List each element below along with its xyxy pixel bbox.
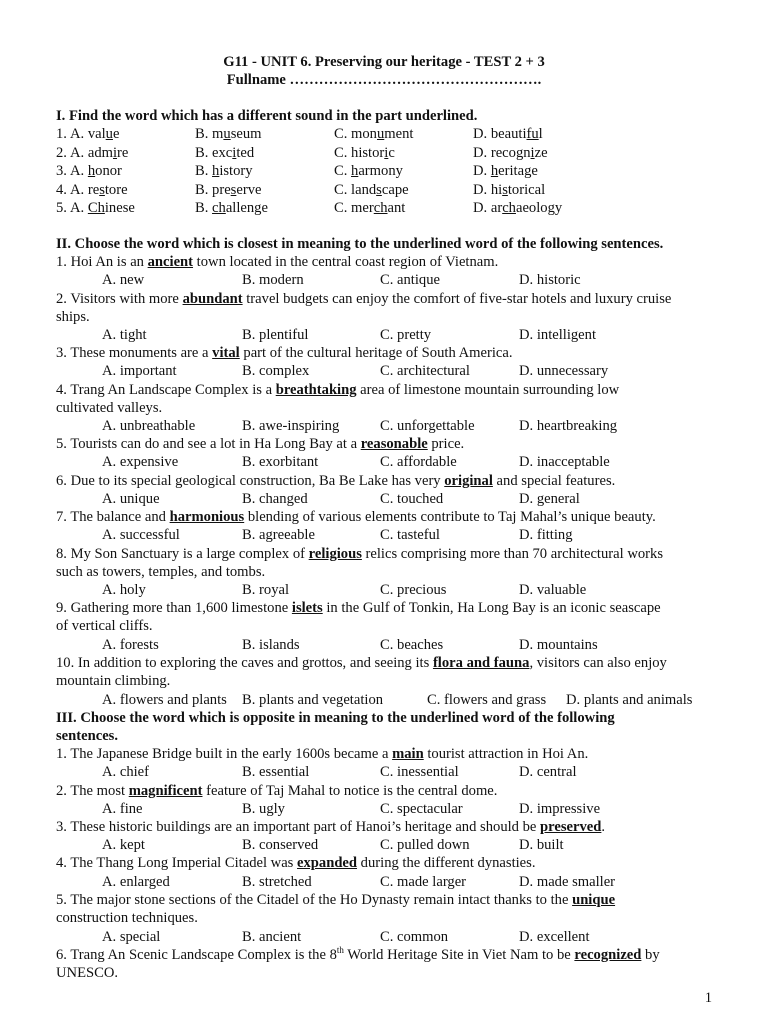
option-b [195, 181, 261, 199]
option-d [473, 162, 538, 180]
question-text: 8. My Son Sanctuary is a large complex of [56, 546, 309, 562]
option-c: C. affordable [380, 454, 457, 470]
key-word: reasonable [360, 436, 428, 452]
option-c: C. architectural [380, 363, 470, 379]
option-d: D. fitting [519, 527, 573, 543]
s2-q9-continued: of vertical cliffs. [56, 618, 153, 634]
page-title: G11 - UNIT 6. Preserving our heritage - TEST 2 + 3 [223, 54, 545, 70]
s2-q4-question [56, 381, 619, 399]
option-c: C. flowers and grass [427, 692, 547, 708]
key-word: unique [572, 892, 616, 908]
s2-q3-question [56, 344, 512, 362]
underlined-part: fu [526, 126, 539, 142]
option-d: D. inacceptable [519, 454, 610, 470]
question-text: 9. Gathering more than 1,600 limestone [56, 600, 292, 616]
s2-q10-question [56, 654, 667, 672]
section3-heading-continued: sentences. [56, 728, 119, 744]
option-c: C. touched [380, 491, 444, 507]
option-a [70, 199, 135, 217]
option-b: B. royal [242, 582, 290, 598]
key-word: islets [291, 600, 323, 616]
option-text: B. exc [195, 144, 233, 161]
option-d: D. historic [519, 272, 581, 288]
option-text: D. ar [473, 200, 503, 216]
option-text: tore [104, 181, 128, 198]
option-d: D. excellent [519, 929, 590, 945]
option-c [334, 199, 405, 217]
option-c: C. pretty [380, 327, 432, 343]
option-d [473, 181, 545, 199]
underlined-part: s [376, 181, 382, 198]
underlined-part: i [530, 144, 535, 161]
option-b: B. stretched [242, 874, 312, 890]
key-word: flora and fauna [432, 655, 530, 671]
option-c [334, 125, 413, 143]
option-text: B. [195, 200, 213, 216]
section2-heading: II. Choose the word which is closest in meaning to the underlined word of the following sentences. [56, 236, 664, 252]
underlined-part: Ch [87, 200, 105, 216]
option-a: A. enlarged [102, 874, 170, 890]
question-text: relics comprising more than 70 architectural works [361, 546, 663, 562]
key-word: ancient [147, 254, 194, 270]
option-a: A. expensive [102, 454, 179, 470]
underlined-part: i [232, 144, 237, 161]
s3-q6-continued: UNESCO. [56, 965, 119, 981]
option-text: A. val [70, 126, 106, 142]
row-number: 2. [56, 144, 67, 161]
option-text: C. mer [334, 200, 374, 216]
underlined-part: ch [373, 200, 388, 216]
key-word: expanded [297, 855, 358, 871]
option-text: C. mon [334, 126, 377, 142]
option-text: A. [70, 163, 88, 179]
option-text: ant [387, 200, 406, 216]
row-number: 4. [56, 181, 67, 198]
option-a: A. chief [102, 764, 150, 780]
option-text: l [538, 126, 543, 142]
option-c: C. precious [380, 582, 447, 598]
option-c: C. made larger [380, 874, 467, 890]
question-text: tourist attraction in Hoi An. [423, 746, 589, 762]
option-c: C. beaches [380, 637, 444, 653]
underlined-part: h [212, 163, 220, 179]
option-b [195, 125, 262, 143]
key-word: abundant [182, 291, 243, 307]
option-d [473, 125, 543, 143]
option-text: seum [230, 126, 262, 142]
option-b: B. changed [242, 491, 308, 507]
option-a [70, 125, 119, 143]
option-d: D. plants and animals [566, 692, 693, 708]
question-text: 10. In addition to exploring the caves and grottos, and seeing its [56, 655, 433, 671]
question-text: and special features. [492, 473, 616, 489]
question-text: area of limestone mountain surrounding low [356, 382, 620, 398]
key-word: magnificent [128, 783, 203, 799]
section1-heading: I. Find the word which has a different sound in the part underlined. [56, 108, 478, 124]
option-a: A. fine [102, 801, 143, 817]
option-text: B. [195, 163, 213, 179]
underlined-part: i [384, 144, 389, 161]
question-text: 6. Trang An Scenic Landscape Complex is the 8 [56, 947, 337, 963]
underlined-part: h [351, 163, 359, 179]
s2-q8-continued: such as towers, temples, and tombs. [56, 564, 266, 580]
question-text: blending of various elements contribute to Taj Mahal’s unique beauty. [244, 509, 656, 525]
row-number: 5. [56, 200, 67, 216]
option-text: ze [534, 144, 548, 161]
option-c: C. inessential [380, 764, 459, 780]
option-d: D. impressive [519, 801, 601, 817]
option-d: D. valuable [519, 582, 587, 598]
s3-q6-question [56, 946, 660, 964]
option-a [70, 144, 128, 162]
option-a: A. important [102, 363, 177, 379]
question-text: . [601, 819, 606, 835]
option-b: B. conserved [242, 837, 319, 853]
underlined-part: h [490, 163, 499, 179]
option-text: onor [95, 163, 122, 179]
option-b: B. plentiful [242, 327, 309, 343]
s2-q1-question [56, 253, 498, 271]
key-word: recognized [574, 947, 642, 963]
option-d [473, 144, 548, 162]
question-text: 6. Due to its special geological construction, Ba Be Lake has very [56, 473, 445, 489]
option-text: ment [384, 126, 414, 142]
option-text: allenge [225, 200, 268, 216]
option-b [195, 199, 268, 217]
question-text: 4. The Thang Long Imperial Citadel was [56, 855, 298, 871]
s3-q5-continued: construction techniques. [56, 910, 198, 926]
key-word: preserved [540, 819, 602, 835]
question-text: 3. These historic buildings are an important part of Hanoi’s heritage and should be [56, 819, 541, 835]
option-text: ted [236, 144, 255, 161]
option-a [70, 162, 122, 180]
option-text: aeology [515, 200, 563, 216]
option-d: D. heartbreaking [519, 418, 618, 434]
key-word: religious [308, 546, 362, 562]
option-text: A. re [70, 181, 100, 198]
question-text: 7. The balance and [56, 509, 170, 525]
option-d: D. general [519, 491, 580, 507]
option-b: B. ugly [242, 801, 285, 817]
question-text: part of the cultural heritage of South America. [239, 345, 513, 361]
key-word: breathtaking [275, 382, 357, 398]
question-text: by [641, 947, 660, 963]
option-d: D. mountains [519, 637, 598, 653]
option-text: c [388, 144, 395, 161]
option-b [195, 144, 254, 162]
option-text: istory [219, 163, 253, 179]
s3-q3-question [56, 818, 605, 836]
option-text: A. [70, 200, 88, 216]
option-b: B. islands [242, 637, 300, 653]
key-word: original [444, 473, 493, 489]
underlined-part: s [230, 181, 237, 198]
option-a: A. kept [102, 837, 145, 853]
key-word: main [392, 746, 424, 762]
question-text: feature of Taj Mahal to notice is the central dome. [202, 783, 498, 799]
s2-q2-continued: ships. [56, 309, 90, 325]
option-d: D. unnecessary [519, 363, 609, 379]
option-a: A. special [102, 929, 161, 945]
option-d: D. made smaller [519, 874, 616, 890]
question-text: town located in the central coast region of Vietnam. [193, 254, 499, 270]
question-text: 3. These monuments are a [56, 345, 213, 361]
question-text: during the different dynasties. [357, 855, 536, 871]
underlined-part: ch [502, 200, 516, 216]
option-b: B. ancient [242, 929, 302, 945]
option-text: D. [473, 163, 491, 179]
page-number: 1 [704, 990, 712, 1006]
s2-q6-question [56, 472, 615, 490]
question-text: 1. The Japanese Bridge built in the early 1600s became a [56, 746, 393, 762]
option-c [334, 181, 409, 199]
s2-q2-question [56, 290, 671, 308]
option-text: e [112, 126, 120, 142]
s2-q9-question [56, 599, 661, 617]
question-text: travel budgets can enjoy the comfort of five-star hotels and luxury cruise [242, 291, 672, 307]
underlined-part: s [99, 181, 105, 198]
question-text: World Heritage Site in Viet Nam to be [343, 947, 575, 963]
option-a: A. holy [102, 582, 146, 598]
question-text: 2. The most [56, 783, 129, 799]
option-d: D. central [519, 764, 577, 780]
option-b: B. essential [242, 764, 310, 780]
underlined-part: u [376, 126, 385, 142]
option-text: A. adm [70, 144, 113, 161]
underlined-part: ch [212, 200, 226, 216]
option-text: B. m [195, 126, 224, 142]
option-b: B. complex [242, 363, 310, 379]
option-text: B. pre [195, 181, 231, 198]
option-b: B. exorbitant [242, 454, 319, 470]
underlined-part: u [223, 126, 231, 142]
section3-heading: III. Choose the word which is opposite in meaning to the underlined word of the following [56, 710, 615, 726]
option-b: B. modern [242, 272, 304, 288]
s3-q2-question [56, 782, 497, 800]
s2-q8-question [56, 545, 663, 563]
option-a: A. flowers and plants [102, 692, 227, 708]
option-b: B. plants and vegetation [242, 692, 384, 708]
option-b: B. awe-inspiring [242, 418, 340, 434]
question-text: 1. Hoi An is an [56, 254, 148, 270]
option-a [70, 181, 128, 199]
option-c [334, 162, 403, 180]
row-number: 1. [56, 126, 67, 142]
option-text: re [117, 144, 129, 161]
question-text: 5. Tourists can do and see a lot in Ha Long Bay at a [56, 436, 361, 452]
option-c: C. unforgettable [380, 418, 475, 434]
key-word: harmonious [169, 509, 245, 525]
underlined-part: u [105, 126, 113, 142]
s2-q5-question [56, 435, 464, 453]
question-text: , visitors can also enjoy [529, 655, 667, 671]
question-text: price. [427, 436, 465, 452]
option-c [334, 144, 395, 162]
question-text: in the Gulf of Tonkin, Ha Long Bay is an iconic seascape [322, 600, 661, 616]
option-text: eritage [498, 163, 538, 179]
option-d: D. intelligent [519, 327, 597, 343]
option-d: D. built [519, 837, 564, 853]
option-c: C. antique [380, 272, 440, 288]
option-c: C. spectacular [380, 801, 463, 817]
question-text: 4. Trang An Landscape Complex is a [56, 382, 276, 398]
option-b [195, 162, 253, 180]
option-b: B. agreeable [242, 527, 315, 543]
option-text: D. beauti [473, 126, 527, 142]
option-c: C. tasteful [380, 527, 440, 543]
key-word: vital [212, 345, 240, 361]
option-text: erve [236, 181, 262, 198]
question-text: 5. The major stone sections of the Citadel of the Ho Dynasty remain intact thanks to the [56, 892, 573, 908]
option-a: A. forests [102, 637, 159, 653]
s3-q4-question [56, 854, 536, 872]
row-number: 3. [56, 163, 67, 179]
option-text: D. recogn [473, 144, 531, 161]
s3-q5-question [56, 891, 615, 909]
s2-q10-continued: mountain climbing. [56, 673, 171, 689]
ordinal-suffix: th [336, 945, 344, 956]
option-c: C. pulled down [380, 837, 470, 853]
underlined-part: i [112, 144, 118, 161]
s2-q4-continued: cultivated valleys. [56, 400, 163, 416]
option-text: armony [358, 163, 403, 179]
option-a: A. tight [102, 327, 147, 343]
option-d [473, 199, 562, 217]
s2-q7-question [56, 508, 656, 526]
option-text: C. histor [334, 144, 385, 161]
option-text: D. hi [473, 181, 503, 198]
option-a: A. new [102, 272, 145, 288]
option-c: C. common [380, 929, 449, 945]
option-text: C. land [334, 181, 377, 198]
underlined-part: s [502, 181, 508, 198]
option-text: C. [334, 163, 352, 179]
option-text: inese [104, 200, 135, 216]
option-text: cape [381, 181, 409, 198]
question-text: 2. Visitors with more [56, 291, 183, 307]
s3-q1-question [56, 745, 588, 763]
option-a: A. unique [102, 491, 160, 507]
option-text: torical [507, 181, 546, 198]
option-a: A. unbreathable [102, 418, 196, 434]
underlined-part: h [87, 163, 96, 179]
option-a: A. successful [102, 527, 180, 543]
fullname-line: Fullname ……………………………………………. [226, 72, 542, 88]
